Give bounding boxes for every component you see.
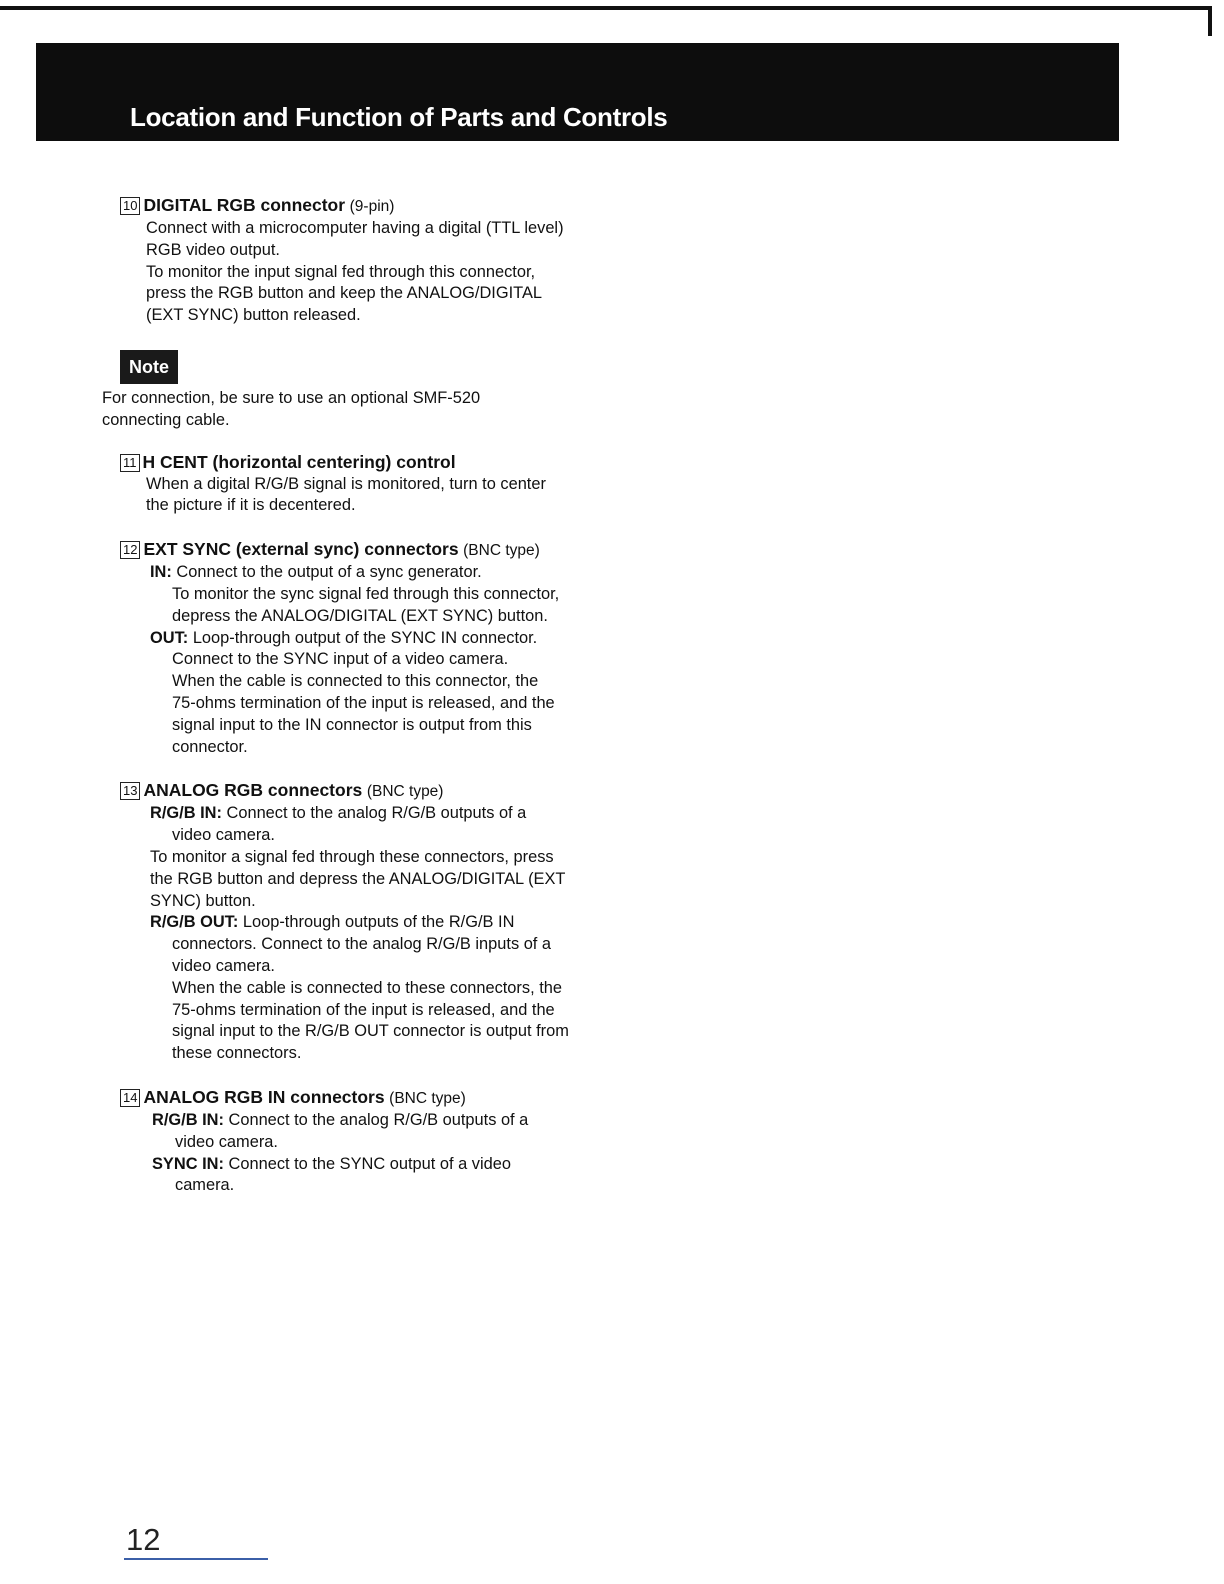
- sub-text: Connect to the SYNC output of a video: [228, 1154, 511, 1173]
- item-number-badge: 13: [120, 782, 140, 800]
- note-line: For connection, be sure to use an optional SMF-520: [102, 388, 481, 407]
- top-border-rule: [0, 6, 1212, 10]
- item-description: [120, 474, 620, 518]
- top-corner-mark: [1208, 6, 1212, 36]
- page-number-rule: [124, 1558, 268, 1560]
- sub-text: Loop-through output of the SYNC IN connector.: [192, 628, 538, 647]
- sub-label: R/G/B IN:: [152, 1110, 224, 1129]
- item-number-badge: 11: [120, 454, 140, 472]
- sub-text: Connect to the analog R/G/B outputs of a: [228, 1110, 529, 1129]
- sub-entry-in: [120, 562, 620, 584]
- desc-line: To monitor a signal fed through these connectors, press: [150, 847, 554, 866]
- desc-line: signal input to the IN connector is output from this: [172, 715, 532, 734]
- item-title: ANALOG RGB connectors: [143, 780, 363, 801]
- sub-text: Loop-through outputs of the R/G/B IN: [242, 913, 515, 932]
- note-line: connecting cable.: [102, 410, 230, 429]
- desc-line: To monitor the sync signal fed through this connector,: [172, 584, 560, 603]
- item-title: ANALOG RGB IN connectors: [143, 1086, 385, 1107]
- sub-text: Connect to the output of a sync generator.: [176, 563, 482, 582]
- section-header-band: [36, 43, 1119, 141]
- note-text: [102, 388, 620, 432]
- item-h-cent-control: [120, 451, 620, 518]
- desc-line: the RGB button and depress the ANALOG/DIGITAL (EXT: [150, 869, 566, 888]
- desc-line: video camera.: [172, 956, 275, 975]
- item-ext-sync-connectors: [120, 538, 620, 758]
- desc-line: depress the ANALOG/DIGITAL (EXT SYNC) button.: [172, 606, 548, 625]
- sub-entry-rgb-out: [120, 912, 620, 934]
- sub-entry-rgb-in-cont: video camera.: [175, 1132, 278, 1151]
- page-number: 12: [126, 1522, 161, 1557]
- desc-line: When the cable is connected to this connector, the: [172, 672, 539, 691]
- item-analog-rgb-in-connectors: [120, 1086, 620, 1197]
- content-column: [102, 194, 620, 1197]
- desc-line: To monitor the input signal fed through this connector,: [146, 262, 536, 281]
- item-title: DIGITAL RGB connector: [143, 195, 346, 215]
- desc-line: When a digital R/G/B signal is monitored, turn to center: [146, 474, 546, 493]
- item-digital-rgb-connector: [120, 194, 620, 327]
- sub-label: OUT:: [150, 628, 189, 647]
- item-suffix: (9-pin): [349, 198, 395, 215]
- item-suffix: (BNC type): [366, 783, 444, 801]
- item-title: H CENT (horizontal centering) control: [142, 451, 456, 472]
- note-block: [102, 350, 620, 432]
- item-description: [120, 218, 620, 327]
- desc-line: RGB video output.: [146, 240, 280, 259]
- desc-line: the picture if it is decentered.: [146, 496, 356, 515]
- sub-entry-sync-in-cont: camera.: [175, 1176, 235, 1195]
- sub-label: SYNC IN:: [152, 1154, 224, 1173]
- desc-line: 75-ohms termination of the input is released, and the: [172, 1000, 555, 1019]
- desc-line: signal input to the R/G/B OUT connector is output from: [172, 1022, 569, 1041]
- item-heading: [120, 1086, 620, 1110]
- item-heading: [120, 451, 620, 474]
- desc-line: connector.: [172, 737, 248, 756]
- desc-line: When the cable is connected to these connectors, the: [172, 978, 562, 997]
- section-title: Location and Function of Parts and Controls: [130, 102, 668, 132]
- sub-entry-rgb-in: [120, 803, 620, 825]
- item-heading: [120, 779, 620, 803]
- item-heading: [120, 538, 620, 562]
- item-suffix: (BNC type): [463, 542, 540, 560]
- sub-label: R/G/B OUT:: [150, 913, 239, 932]
- sub-entry-in-detail: [120, 584, 620, 628]
- item-number-badge: 14: [120, 1089, 140, 1107]
- desc-line: (EXT SYNC) button released.: [146, 306, 361, 325]
- desc-line: Connect to the SYNC input of a video camera.: [172, 650, 509, 669]
- sub-entry-rgb-in-cont: video camera.: [172, 826, 275, 845]
- sub-label: R/G/B IN:: [150, 804, 222, 823]
- sub-entry-rgb-out-detail: [120, 934, 620, 1065]
- item-number-badge: 10: [120, 197, 140, 215]
- sub-text: Connect to the analog R/G/B outputs of a: [226, 804, 527, 823]
- desc-line: connectors. Connect to the analog R/G/B inputs of a: [172, 935, 552, 954]
- item-suffix: (BNC type): [389, 1089, 466, 1107]
- item-title: EXT SYNC (external sync) connectors: [143, 539, 459, 560]
- item-number-badge: 12: [120, 541, 140, 559]
- sub-entry-out-detail: [120, 649, 620, 758]
- sub-entry-out: [120, 628, 620, 650]
- desc-line: SYNC) button.: [150, 891, 256, 910]
- sub-label: IN:: [150, 563, 172, 582]
- note-badge: Note: [120, 350, 178, 384]
- item-heading: [120, 194, 620, 218]
- desc-line: these connectors.: [172, 1044, 302, 1063]
- desc-line: press the RGB button and keep the ANALOG/DIGITAL: [146, 284, 543, 303]
- desc-line: 75-ohms termination of the input is released, and the: [172, 693, 555, 712]
- desc-line: Connect with a microcomputer having a digital (TTL level): [146, 219, 564, 237]
- monitor-instructions: [120, 847, 620, 912]
- item-analog-rgb-connectors: [120, 779, 620, 1065]
- sub-entry-rgb-in: [120, 1110, 620, 1132]
- sub-entry-sync-in: [120, 1154, 620, 1176]
